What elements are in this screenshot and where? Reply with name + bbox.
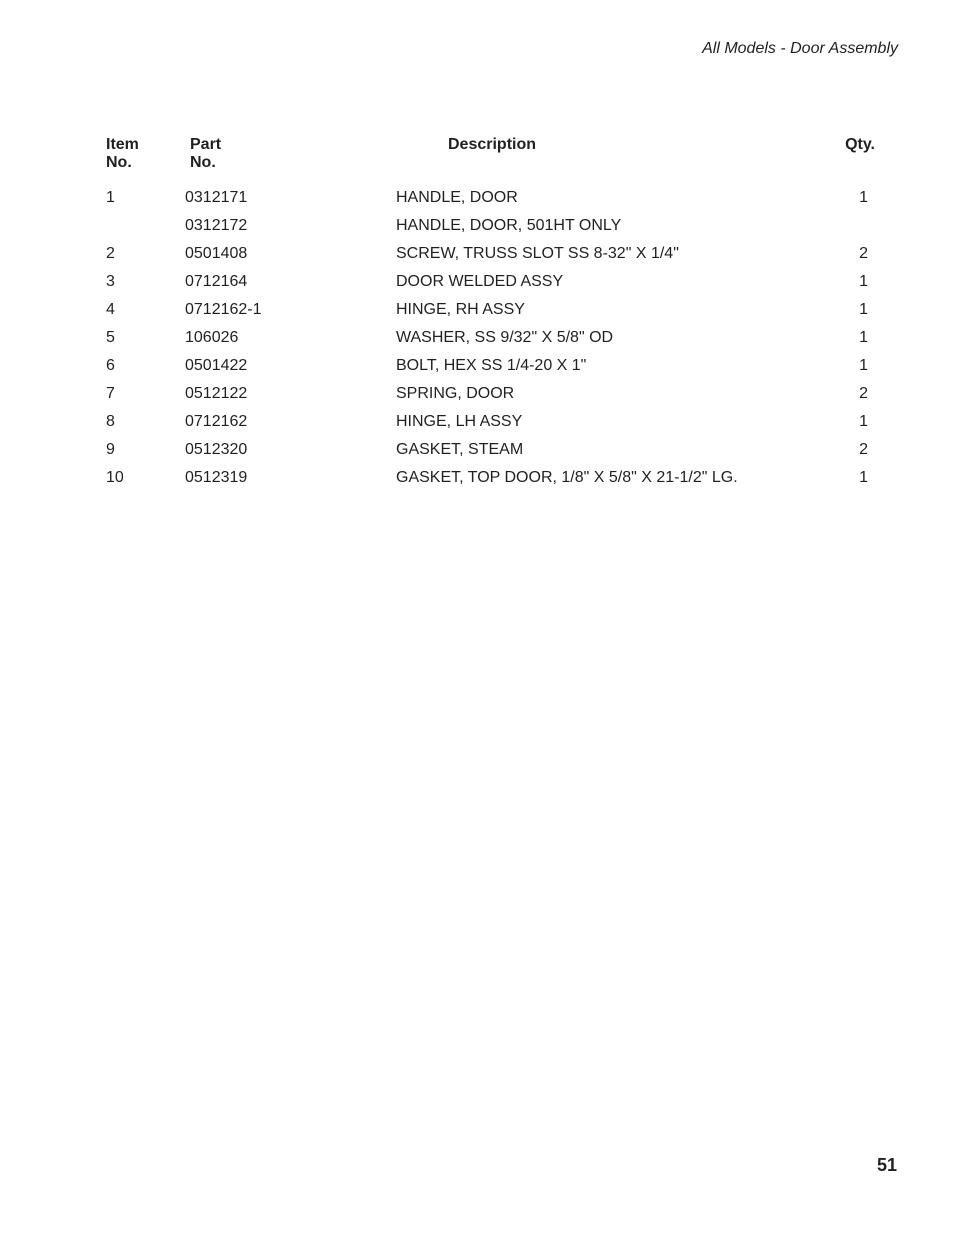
description: SPRING, DOOR bbox=[396, 385, 515, 402]
description: GASKET, TOP DOOR, 1/8" X 5/8" X 21-1/2" LG. bbox=[396, 469, 738, 486]
quantity: 1 bbox=[859, 413, 868, 430]
item-number: 2 bbox=[106, 245, 115, 262]
item-number: 7 bbox=[106, 385, 115, 402]
item-number: 1 bbox=[106, 189, 115, 206]
description: WASHER, SS 9/32" X 5/8" OD bbox=[396, 329, 614, 346]
description: SCREW, TRUSS SLOT SS 8-32" X 1/4" bbox=[396, 245, 679, 262]
quantity: 2 bbox=[859, 245, 868, 262]
part-number: 0312172 bbox=[185, 217, 248, 234]
part-number: 0712162 bbox=[185, 413, 248, 430]
table-row bbox=[0, 296, 954, 324]
table-row bbox=[0, 408, 954, 436]
item-number: 4 bbox=[106, 301, 115, 318]
item-number: 5 bbox=[106, 329, 115, 346]
item-number: 9 bbox=[106, 441, 115, 458]
running-head: All Models - Door Assembly bbox=[702, 40, 898, 57]
quantity: 1 bbox=[859, 189, 868, 206]
table-row bbox=[0, 352, 954, 380]
quantity: 1 bbox=[859, 329, 868, 346]
quantity: 1 bbox=[859, 357, 868, 374]
item-number: 6 bbox=[106, 357, 115, 374]
part-number: 0512320 bbox=[185, 441, 248, 458]
column-header-part bbox=[190, 136, 221, 172]
table-row bbox=[0, 212, 954, 240]
quantity: 1 bbox=[859, 301, 868, 318]
description: HINGE, RH ASSY bbox=[396, 301, 525, 318]
table-row bbox=[0, 380, 954, 408]
description: HANDLE, DOOR bbox=[396, 189, 518, 206]
part-number: 0512122 bbox=[185, 385, 248, 402]
part-number: 106026 bbox=[185, 329, 239, 346]
description: HINGE, LH ASSY bbox=[396, 413, 523, 430]
table-row bbox=[0, 436, 954, 464]
part-number: 0501408 bbox=[185, 245, 248, 262]
part-number: 0312171 bbox=[185, 189, 248, 206]
column-header-part-line1: Part bbox=[190, 136, 222, 153]
description: BOLT, HEX SS 1/4-20 X 1" bbox=[396, 357, 587, 374]
column-header-qty: Qty. bbox=[845, 136, 875, 153]
table-row bbox=[0, 240, 954, 268]
column-header-item bbox=[106, 136, 139, 172]
quantity: 2 bbox=[859, 441, 868, 458]
description: DOOR WELDED ASSY bbox=[396, 273, 564, 290]
quantity: 2 bbox=[859, 385, 868, 402]
quantity: 1 bbox=[859, 273, 868, 290]
description: HANDLE, DOOR, 501HT ONLY bbox=[396, 217, 622, 234]
quantity: 1 bbox=[859, 469, 868, 486]
table-row bbox=[0, 324, 954, 352]
column-header-item-line1: Item bbox=[106, 136, 139, 153]
item-number: 3 bbox=[106, 273, 115, 290]
column-header-part-line2: No. bbox=[190, 154, 216, 171]
part-number: 0712164 bbox=[185, 273, 248, 290]
table-row bbox=[0, 184, 954, 212]
part-number: 0712162-1 bbox=[185, 301, 262, 318]
column-header-item-line2: No. bbox=[106, 154, 132, 171]
part-number: 0501422 bbox=[185, 357, 248, 374]
table-row bbox=[0, 268, 954, 296]
column-header-description: Description bbox=[448, 136, 537, 153]
item-number: 10 bbox=[106, 469, 124, 486]
description: GASKET, STEAM bbox=[396, 441, 524, 458]
item-number: 8 bbox=[106, 413, 115, 430]
table-row bbox=[0, 464, 954, 492]
part-number: 0512319 bbox=[185, 469, 248, 486]
page-number: 51 bbox=[876, 1155, 897, 1175]
parts-table bbox=[0, 184, 954, 492]
